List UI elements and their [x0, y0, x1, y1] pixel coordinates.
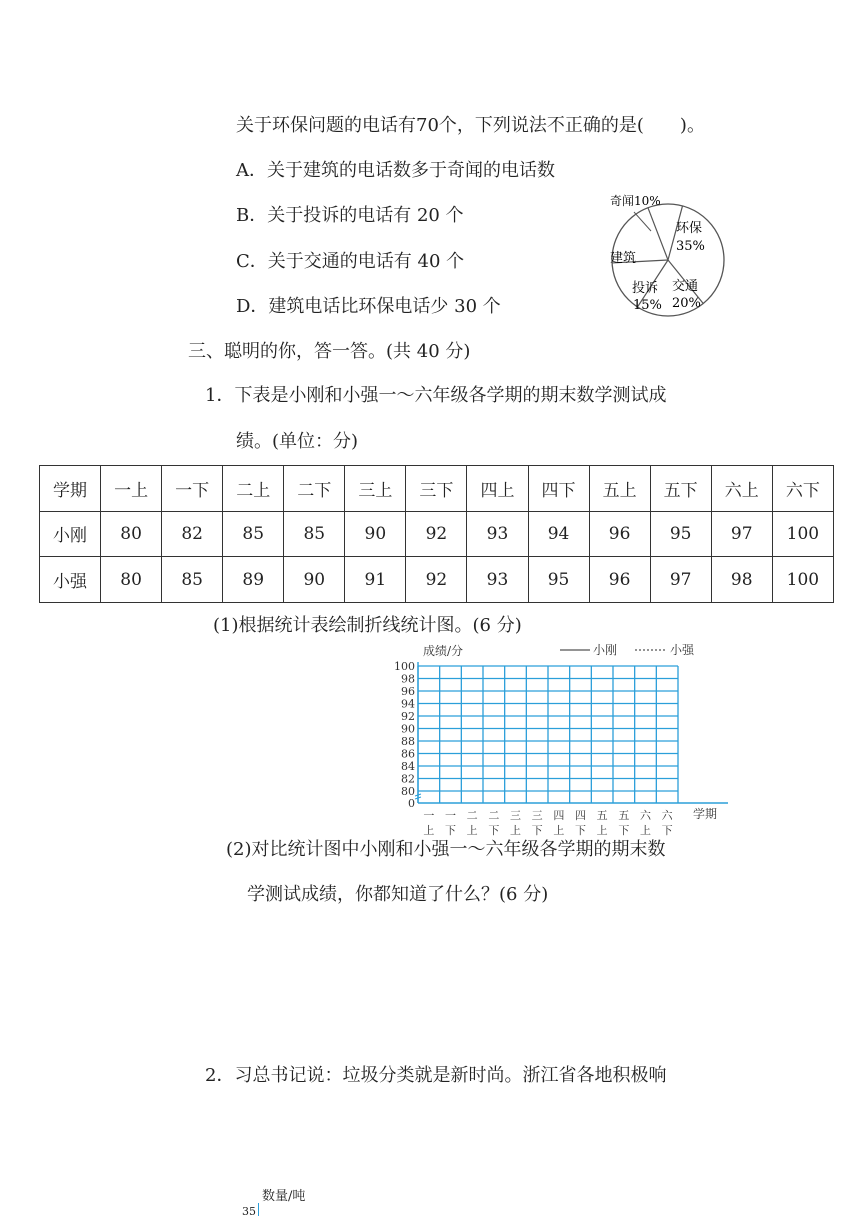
x-tick-label-top: 五: [596, 809, 608, 822]
table-header-cell: 六上: [711, 466, 772, 512]
table-cell: 89: [223, 557, 284, 603]
table-cell: 100: [772, 511, 833, 557]
x-tick-label-bottom: 上: [466, 824, 478, 837]
x-tick-label-bottom: 上: [510, 824, 521, 837]
q2-chart-axis: [258, 1203, 259, 1216]
y-tick-label: 90: [401, 722, 415, 736]
table-header-cell: 六下: [772, 466, 833, 512]
x-tick-label-top: 四: [575, 809, 586, 822]
table-row-label: 小刚: [40, 511, 101, 557]
y-tick-label: 96: [401, 685, 415, 698]
y-tick-label: 80: [401, 785, 415, 798]
pie-label-pointer: [634, 212, 651, 231]
x-tick-label-bottom: 上: [596, 824, 608, 837]
table-cell: 93: [467, 511, 528, 557]
pie-label-jiaotong: 交通: [672, 279, 699, 294]
x-tick-label-top: 二: [466, 809, 478, 822]
x-tick-label-top: 五: [618, 809, 630, 822]
q1-part2-line1: (2)对比统计图中小刚和小强一～六年级各学期的期末数: [226, 839, 666, 860]
table-cell: 91: [345, 557, 406, 603]
legend-xiaogang: 小刚: [593, 643, 618, 657]
q1-line2: 绩。(单位：分): [236, 431, 359, 452]
pie-pct-tousu: 15%: [633, 298, 662, 313]
pie-slice-boundary: [648, 208, 668, 260]
x-tick-label-top: 一: [445, 809, 456, 822]
table-cell: 93: [467, 557, 528, 603]
table-header-cell: 四上: [467, 466, 528, 512]
q1-line1: 1．下表是小刚和小强一～六年级各学期的期末数学测试成: [205, 385, 667, 406]
table-cell: 92: [406, 511, 467, 557]
table-cell: 95: [528, 557, 589, 603]
table-row-label: 小强: [40, 557, 101, 603]
x-tick-label-bottom: 下: [661, 824, 673, 837]
table-header-cell: 五下: [650, 466, 711, 512]
table-cell: 98: [711, 557, 772, 603]
table-header-row: [40, 466, 834, 512]
y-tick-label: 84: [401, 760, 415, 773]
table-cell: 96: [589, 557, 650, 603]
x-tick-label-bottom: 上: [553, 824, 565, 837]
y-tick-label: 100: [394, 660, 415, 673]
y-tick-label: 88: [401, 735, 415, 748]
table-header-cell: 一下: [162, 466, 223, 512]
x-tick-label-top: 二: [488, 809, 500, 822]
x-tick-label-top: 一: [423, 809, 435, 822]
table-cell: 100: [772, 557, 833, 603]
pie-label-qiwen: 奇闻10%: [610, 194, 661, 208]
table-cell: 95: [650, 511, 711, 557]
q1-part1: (1)根据统计表绘制折线统计图。(6 分): [213, 615, 522, 636]
x-tick-label-top: 六: [640, 809, 651, 822]
table-cell: 85: [223, 511, 284, 557]
table-cell: 80: [101, 557, 162, 603]
table-cell: 90: [345, 511, 406, 557]
table-header-cell: 一上: [101, 466, 162, 512]
table-cell: 97: [711, 511, 772, 557]
table-cell: 97: [650, 557, 711, 603]
x-tick-label-bottom: 上: [423, 824, 435, 837]
table-cell: 80: [101, 511, 162, 557]
q1-part2-line2: 学测试成绩，你都知道了什么？(6 分): [247, 884, 549, 905]
table-cell: 92: [406, 557, 467, 603]
table-cell: 96: [589, 511, 650, 557]
y-tick-label: 92: [401, 710, 415, 723]
q2-chart-tick: 35: [242, 1205, 256, 1218]
pie-pct-huanbao: 35%: [676, 239, 705, 254]
table-header-cell: 五上: [589, 466, 650, 512]
table-cell: 85: [162, 557, 223, 603]
pie-label-tousu: 投诉: [632, 281, 659, 296]
x-tick-label-bottom: 下: [445, 824, 456, 837]
x-tick-label-bottom: 下: [618, 824, 630, 837]
score-table: [39, 465, 834, 603]
q2-chart-ylabel: 数量/吨: [262, 1189, 306, 1204]
line-chart: [390, 638, 740, 838]
option-b: B．关于投诉的电话有 20 个: [236, 205, 464, 226]
option-d: D．建筑电话比环保电话少 30 个: [236, 296, 501, 317]
section3-title: 三、聪明的你，答一答。(共 40 分): [188, 341, 471, 362]
table-header-cell: 三下: [406, 466, 467, 512]
line-chart-ylabel: 成绩/分: [423, 644, 464, 658]
pie-label-jianzhu: 建筑: [610, 251, 637, 266]
table-header-cell: 三上: [345, 466, 406, 512]
q2-line1: 2．习总书记说：垃圾分类就是新时尚。浙江省各地积极响: [205, 1065, 667, 1086]
option-c: C．关于交通的电话有 40 个: [236, 251, 465, 272]
table-header-cell: 二下: [284, 466, 345, 512]
x-tick-label-top: 六: [661, 809, 673, 822]
pie-label-huanbao: 环保: [676, 221, 703, 236]
table-header-cell: 二上: [223, 466, 284, 512]
line-chart-xlabel: 学期: [693, 807, 718, 821]
x-tick-label-top: 三: [510, 809, 521, 822]
x-tick-label-bottom: 下: [531, 824, 543, 837]
pie-pct-jiaotong: 20%: [672, 296, 701, 311]
x-tick-label-top: 三: [531, 809, 543, 822]
x-tick-label-top: 四: [553, 809, 565, 822]
y-tick-label: 94: [401, 697, 415, 711]
table-cell: 94: [528, 511, 589, 557]
option-a: A．关于建筑的电话数多于奇闻的电话数: [236, 160, 555, 181]
table-header-cell: 四下: [528, 466, 589, 512]
table-header-cell: 学期: [40, 466, 101, 512]
y-tick-label: 86: [401, 747, 415, 761]
pie-chart: [600, 188, 740, 320]
table-cell: 82: [162, 511, 223, 557]
y-tick-label: 98: [401, 672, 415, 686]
table-row: [40, 511, 834, 557]
table-cell: 90: [284, 557, 345, 603]
legend-xiaoqiang: 小强: [670, 643, 695, 657]
x-tick-label-bottom: 上: [640, 824, 651, 837]
table-row: [40, 557, 834, 603]
x-tick-label-bottom: 下: [575, 824, 586, 837]
y-tick-label: 82: [401, 772, 415, 786]
x-tick-label-bottom: 下: [488, 824, 500, 837]
table-cell: 85: [284, 511, 345, 557]
y-tick-label: 0: [408, 797, 415, 810]
question-stem: 关于环保问题的电话有70个，下列说法不正确的是( )。: [236, 115, 705, 136]
